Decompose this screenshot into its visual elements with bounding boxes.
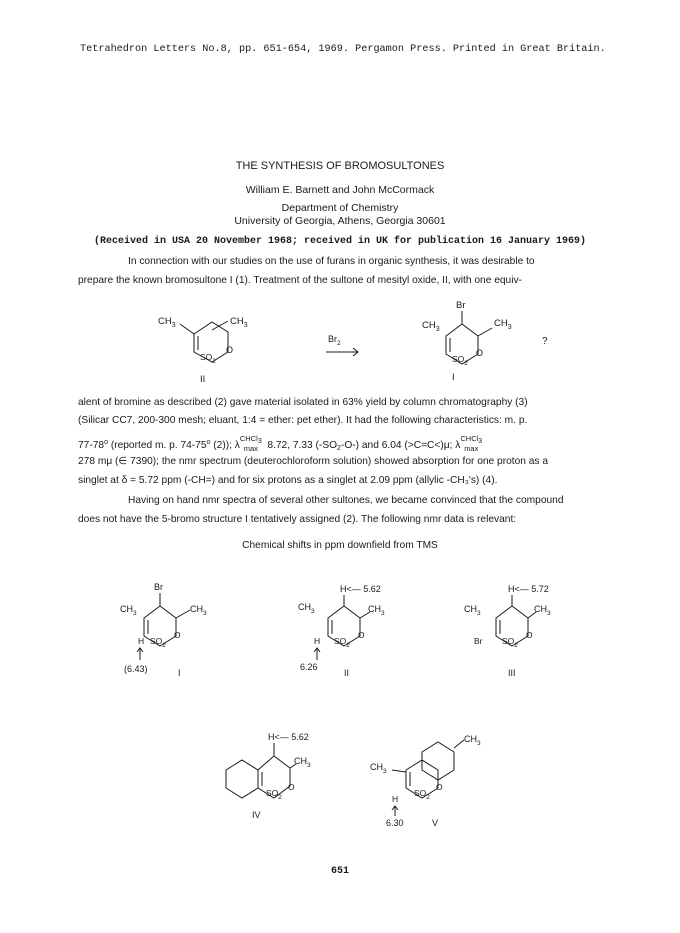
svg-text:6.26: 6.26 [300,662,318,672]
svg-text:SO2: $SO_2$ [200,352,216,365]
svg-text:CH3: $CH_3$ [494,318,512,331]
svg-text:CH3: $CH_3$ [464,604,481,617]
svg-text:H: H [314,636,321,646]
affiliation-dept: Department of Chemistry [281,202,399,214]
paper-title: THE SYNTHESIS OF BROMOSULTONES [235,160,445,172]
svg-text:II: II [344,668,350,678]
svg-text:Br: Br [474,636,483,646]
svg-text:6.30: 6.30 [386,818,404,828]
journal-header: Tetrahedron Letters No.8, pp. 651-654, 1969. Pergamon Press. Printed in Great Britain. [80,44,606,55]
svg-text:CH3: $CH_3$ [298,602,315,615]
structure-iii [464,584,551,678]
svg-text:O: O [358,630,365,640]
figure-caption: Chemical shifts in ppm downfield from TMS [242,540,438,551]
svg-text:CH3: $CH_3$ [422,320,440,333]
svg-text:CH3: $CH_3$ [120,604,137,617]
paragraph-3-line-1: Having on hand nmr spectra of several other sultones, we became convinced that the compound [128,495,564,506]
svg-text:O: O [288,782,295,792]
paragraph-2-line-3: 77-78$^o$ (reported m. p. 74-75$^o$ (2)); λCHCl$_3$ max 8.72, 7.33 $(-SO_2-O-)$ and 6.04 (>C=C<)μ; λCHCl$_3$ max [78,434,483,453]
svg-text:H: H [392,794,399,804]
svg-text:CH3: $CH_3$ [190,604,207,617]
nmr-structures-row-1 [110,580,590,690]
svg-text:CH3: $CH_3$ [230,316,248,329]
svg-text:II: II [200,374,206,385]
structure-ii [298,584,385,678]
paragraph-2-line-5: singlet at δ = 5.72 ppm (-CH=) and for six protons as a singlet at 2.09 ppm (allylic -CH₃'s) (4). [78,475,498,486]
svg-text:SO2: $SO_2$ [452,354,468,367]
paper-authors: William E. Barnett and John McCormack [245,184,435,196]
svg-text:O: O [226,345,234,355]
received-dates: (Received in USA 20 November 1968; received in UK for publication 16 January 1969) [93,236,587,247]
svg-text:CH3: $CH_3$ [294,756,311,769]
svg-text:CH3: $CH_3$ [534,604,551,617]
paragraph-1-line-2: prepare the known bromosultone I (1). Treatment of the sultone of mesityl oxide, II, with one equiv- [78,275,522,286]
svg-text:O: O [526,630,533,640]
svg-text:III: III [508,668,516,678]
reaction-scheme [150,298,570,390]
paragraph-2-line-2: (Silicar CC7, 200-300 mesh; eluant, 1:4 = ether: pet ether). It had the following characteristics: m. p. [78,415,528,426]
paragraph-2-line-4: 278 mμ (∈ 7390); the nmr spectrum (deuterochloroform solution) showed absorption for one proton as a [78,456,549,467]
svg-text:CH3: $CH_3$ [464,734,481,747]
svg-text:H: H [138,636,145,646]
svg-text:(6.43): (6.43) [124,664,148,674]
svg-text:H<— 5.62: H<— 5.62 [268,732,309,742]
svg-text:CH3: $CH_3$ [368,604,385,617]
svg-text:SO2: $SO_2$ [502,636,518,649]
structure-iv [226,732,311,820]
svg-text:SO2: $SO_2$ [334,636,350,649]
nmr-structures-row-2 [210,728,510,838]
page-number: 651 [330,866,349,877]
svg-text:SO2: $SO_2$ [150,636,166,649]
structure-ii-scheme [158,316,248,385]
svg-text:SO2: $SO_2$ [266,788,282,801]
svg-text:SO2: $SO_2$ [414,788,430,801]
svg-text:CH3: $CH_3$ [158,316,176,329]
svg-text:V: V [432,818,439,828]
affiliation-univ: University of Georgia, Athens, Georgia 30601 [234,215,446,227]
svg-text:O: O [476,348,484,358]
svg-text:I: I [178,668,181,678]
svg-text:H<— 5.62: H<— 5.62 [340,584,381,594]
svg-text:I: I [452,372,455,383]
svg-text:IV: IV [252,810,261,820]
svg-text:Br: Br [154,582,163,592]
paragraph-3-line-2: does not have the 5-bromo structure I tentatively assigned (2). The following nmr data is relevant: [78,514,517,525]
paragraph-1-line-1: In connection with our studies on the use of furans in organic synthesis, it was desirable to [128,256,535,267]
structure-i [120,582,207,678]
structure-i-scheme [422,300,512,383]
svg-text:?: ? [542,336,548,347]
svg-text:CH3: $CH_3$ [370,762,387,775]
svg-text:Br2: $Br_2$ [328,334,341,347]
svg-text:Br: Br [456,300,466,311]
svg-text:H<— 5.72: H<— 5.72 [508,584,549,594]
svg-text:O: O [174,630,181,640]
structure-v [370,734,481,828]
paragraph-2-line-1: alent of bromine as described (2) gave material isolated in 63% yield by column chromatography (3) [78,397,528,408]
svg-text:O: O [436,782,443,792]
